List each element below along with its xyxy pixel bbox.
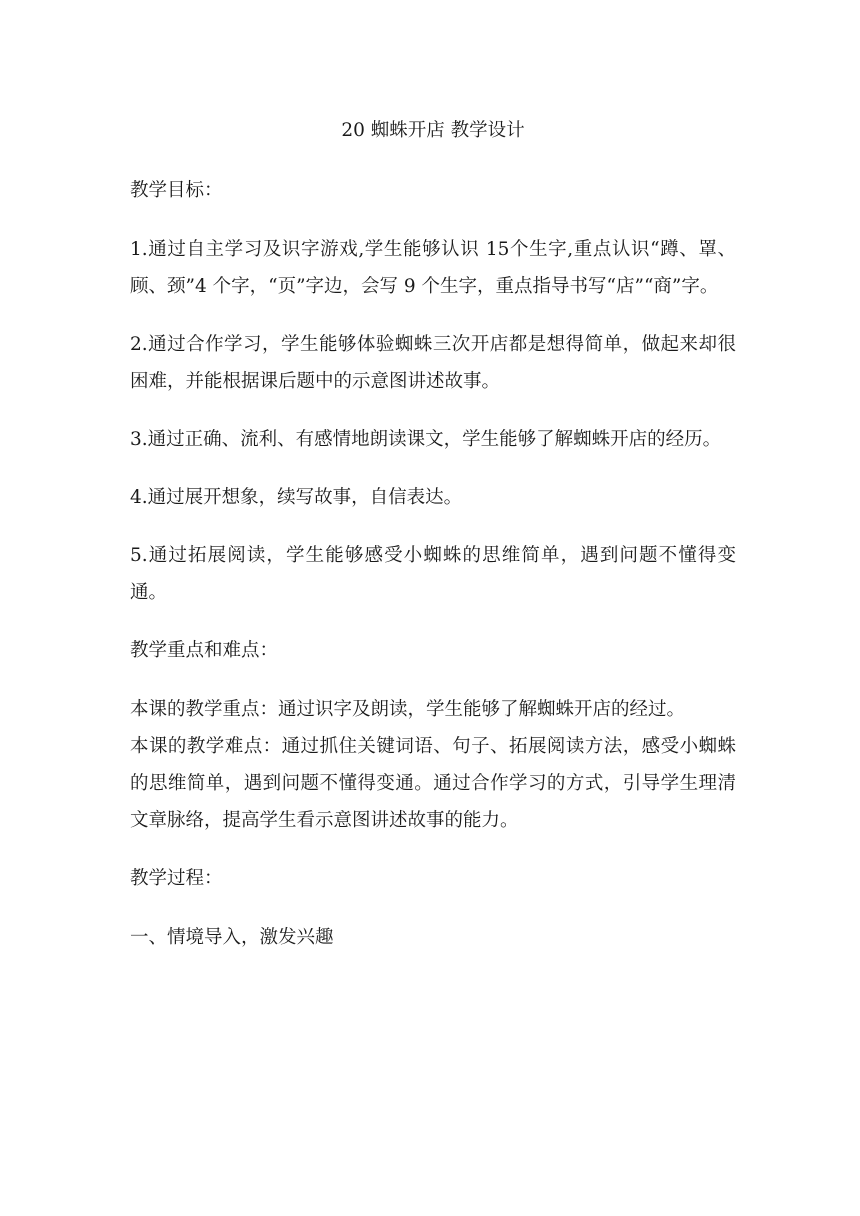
goals-heading: 教学目标： [130, 180, 223, 201]
key-point-paragraph: 本课的教学重点：通过识字及朗读，学生能够了解蜘蛛开店的经过。 [130, 699, 686, 720]
goal-item-4: 4.通过展开想象，续写故事，自信表达。 [130, 487, 463, 508]
goal-item-5: 5.通过拓展阅读，学生能够感受小蜘蛛的思维简单，遇到问题不懂得变通。 [130, 545, 736, 603]
section-one-heading: 一、情境导入，激发兴趣 [130, 927, 334, 948]
document-title: 20 蜘蛛开店 教学设计 [341, 120, 525, 141]
difficult-point-paragraph: 本课的教学难点：通过抓住关键词语、句子、拓展阅读方法，感受小蜘蛛的思维简单，遇到问题不懂得变通。通过合作学习的方式，引导学生理清文章脉络，提高学生看示意图讲述故事的能力。 [130, 736, 736, 831]
key-difficult-heading: 教学重点和难点： [130, 640, 279, 661]
goal-item-2: 2.通过合作学习，学生能够体验蜘蛛三次开店都是想得简单，做起来却很困难，并能根据课后题中的示意图讲述故事。 [130, 334, 736, 392]
goal-item-1: 1.通过自主学习及识字游戏,学生能够认识 15个生字,重点认识“蹲、罩、顾、颈”4 个字，“页”字边，会写 9 个生字，重点指导书写“店”“商”字。 [130, 239, 736, 297]
goal-item-3: 3.通过正确、流利、有感情地朗读课文，学生能够了解蜘蛛开店的经历。 [130, 429, 722, 450]
process-heading: 教学过程： [130, 868, 223, 889]
document-body [130, 112, 736, 978]
